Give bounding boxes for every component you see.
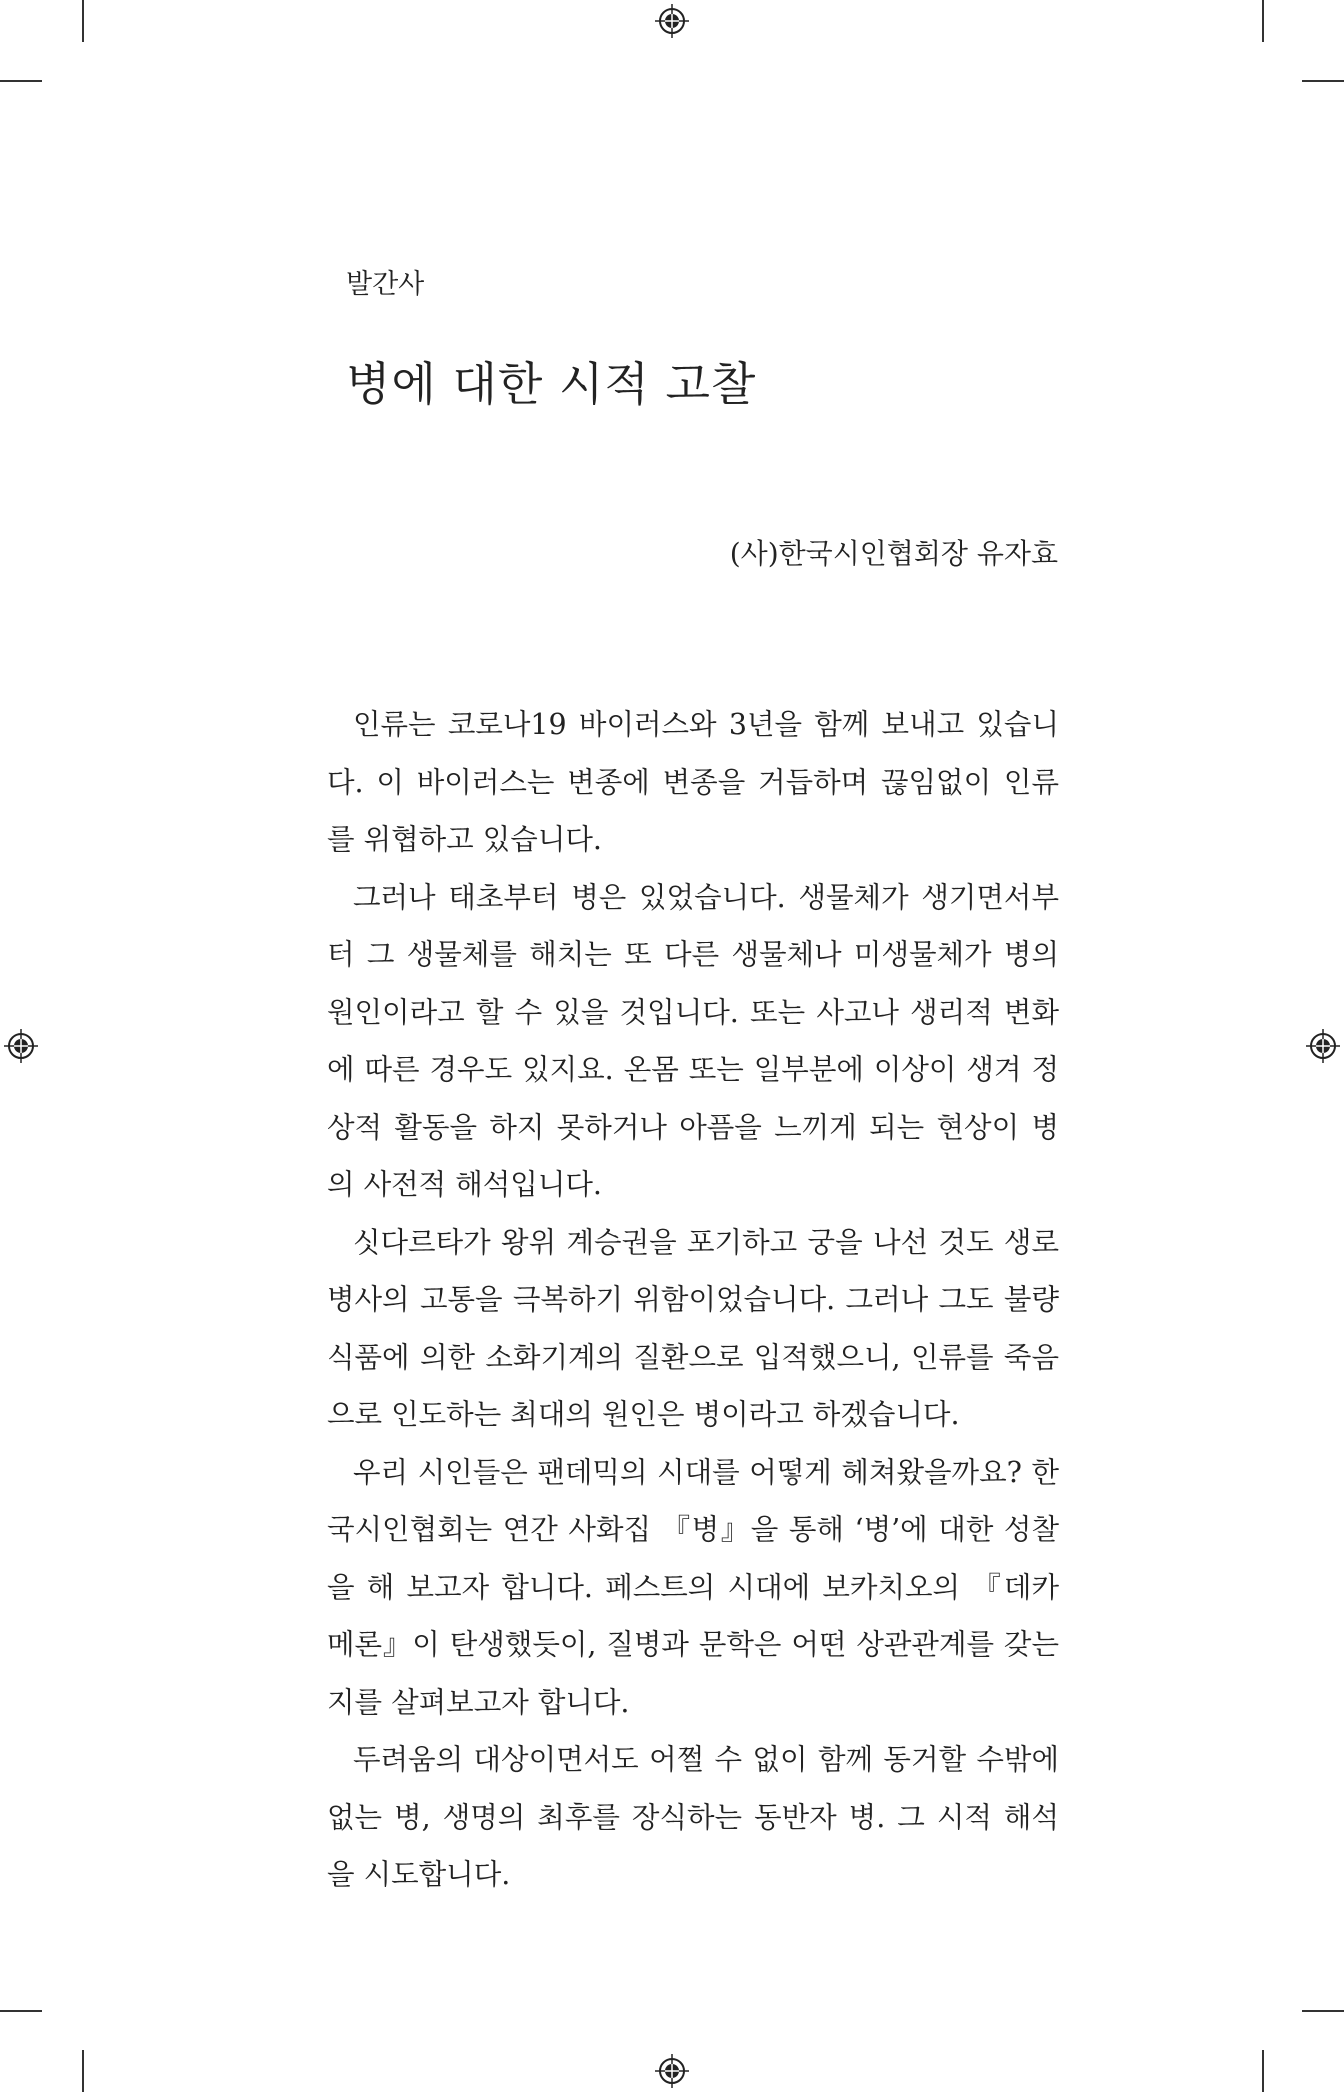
page-title: 병에 대한 시적 고찰 — [346, 357, 757, 411]
body-text — [327, 696, 1059, 1904]
paragraph: 싯다르타가 왕위 계승권을 포기하고 궁을 나선 것도 생로병사의 고통을 극복하기 위함이었습니다. 그러나 그도 불량식품에 의한 소화기계의 질환으로 입적했으니, 인류를 죽음으로 인도하는 최대의 원인은 병이라고 하겠습니다. — [327, 1225, 1059, 1431]
registration-mark-icon — [4, 1029, 38, 1063]
preface-label: 발간사 — [346, 269, 425, 300]
crop-mark — [1302, 2010, 1344, 2012]
registration-mark-icon — [655, 4, 689, 38]
crop-mark — [1302, 80, 1344, 82]
paragraph: 두려움의 대상이면서도 어쩔 수 없이 함께 동거할 수밖에 없는 병, 생명의 최후를 장식하는 동반자 병. 그 시적 해석을 시도합니다. — [327, 1743, 1059, 1891]
registration-mark-icon — [1306, 1029, 1340, 1063]
crop-mark — [82, 0, 84, 42]
paragraph: 인류는 코로나19 바이러스와 3년을 함께 보내고 있습니다. 이 바이러스는 변종에 변종을 거듭하며 끊임없이 인류를 위협하고 있습니다. — [327, 708, 1059, 856]
crop-mark — [0, 2010, 42, 2012]
crop-mark — [0, 80, 42, 82]
crop-mark — [82, 2050, 84, 2092]
paragraph: 그러나 태초부터 병은 있었습니다. 생물체가 생기면서부터 그 생물체를 해치는 또 다른 생물체나 미생물체가 병의 원인이라고 할 수 있을 것입니다. 또는 사고나 생리적 변화에 따른 경우도 있지요. 온몸 또는 일부분에 이상이 생겨 정상적 활동을 하지 못하거나 아픔을 느끼게 되는 현상이 병의 사전적 해석입니다. — [327, 880, 1059, 1201]
registration-mark-icon — [655, 2054, 689, 2088]
author-line: (사)한국시인협회장 유자효 — [729, 537, 1058, 570]
crop-mark — [1262, 2050, 1264, 2092]
crop-mark — [1262, 0, 1264, 42]
paragraph: 우리 시인들은 팬데믹의 시대를 어떻게 헤쳐왔을까요? 한국시인협회는 연간 사화집 『병』을 통해 ‘병’에 대한 성찰을 해 보고자 합니다. 페스트의 시대에 보카치오의 『데카메론』이 탄생했듯이, 질병과 문학은 어떤 상관관계를 갖는지를 살펴보고자 합니다. — [327, 1455, 1059, 1719]
